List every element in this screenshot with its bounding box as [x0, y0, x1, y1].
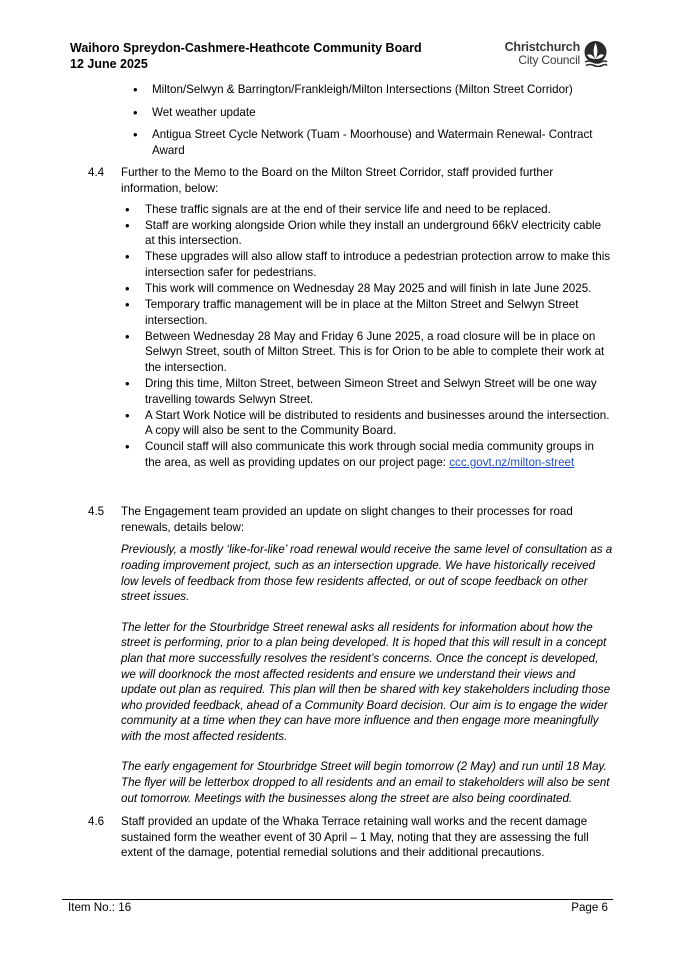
list-item: • Staff are working alongside Orion while they install an underground 66kV electricity cable at this intersection.: [121, 218, 613, 249]
list-item: • Wet weather update: [0, 105, 675, 121]
list-item: • These traffic signals are at the end of their service life and need to be replaced.: [121, 202, 613, 218]
item-number: 4.4: [88, 166, 105, 180]
item-intro: The Engagement team provided an update on slight changes to their processes for road renewals, details below:: [121, 505, 573, 534]
list-item-text: Council staff will also communicate this work through social media community groups in the area, as well as providing updates on our project page:: [145, 440, 594, 470]
quoted-paragraph: Previously, a mostly ‘like-for-like’ road renewal would receive the same level of consultation as a roading improvement project, such as an intersection upgrade. We have historically received low levels of feedback from those few residents affected, or out of scope feedback on other street issues.: [121, 543, 613, 604]
quoted-paragraph: The early engagement for Stourbridge Street will begin tomorrow (2 May) and run until 18 May. The flyer will be letterbox dropped to all residents and an email to stakeholders will also be sent out tomorrow. Meetings with the businesses along the street are also being coordinated.: [121, 760, 610, 805]
list-item: • This work will commence on Wednesday 28 May 2025 and will finish in late June 2025.: [121, 281, 613, 297]
list-item: • Dring this time, Milton Street, between Simeon Street and Selwyn Street will be one way travelling towards Selwyn Street.: [121, 376, 613, 407]
item-number: 4.5: [88, 505, 105, 519]
logo-text: [505, 41, 580, 66]
list-item: • Between Wednesday 28 May and Friday 6 June 2025, a road closure will be in place on Selwyn Street, south of Milton Street. This is for Orion to be able to complete their work at the intersection.: [121, 329, 613, 376]
list-item: [121, 439, 613, 470]
list-item: • Temporary traffic management will be in place at the Milton Street and Selwyn Street intersection.: [121, 297, 613, 328]
list-item: • Milton/Selwyn & Barrington/Frankleigh/Milton Intersections (Milton Street Corridor): [0, 82, 675, 98]
page-header: [70, 40, 610, 72]
logo-line-1: Christchurch: [504, 40, 580, 54]
item-text: Staff provided an update of the Whaka Terrace retaining wall works and the recent damage sustained form the weather event of 30 April – 1 May, noting that they are assessing the full extent of the damage, potential remedial solutions and their additional precautions.: [121, 815, 589, 860]
list-item: • A Start Work Notice will be distributed to residents and businesses around the intersection. A copy will also be sent to the Community Board.: [121, 408, 613, 439]
page-number: Page 6: [571, 901, 608, 914]
meeting-date: 12 June 2025: [70, 57, 148, 71]
page-body: [0, 82, 675, 861]
item-number: 4.6: [88, 815, 105, 829]
agenda-topics-list: [0, 82, 675, 158]
milton-street-bullets: [121, 202, 613, 471]
council-logo: [504, 40, 608, 68]
list-item: • Antigua Street Cycle Network (Tuam - Moorhouse) and Watermain Renewal- Contract Award: [0, 127, 675, 158]
item-4-6: [0, 814, 675, 861]
list-item: • These upgrades will also allow staff to introduce a pedestrian protection arrow to make this intersection safer for pedestrians.: [121, 249, 613, 280]
item-4-4: [0, 165, 675, 470]
council-emblem-icon: [583, 40, 608, 67]
item-number-label: Item No.: 16: [68, 901, 132, 914]
page-footer: [68, 901, 608, 914]
item-intro: Further to the Memo to the Board on the Milton Street Corridor, staff provided further information, below:: [121, 166, 554, 195]
quoted-paragraph: The letter for the Stourbridge Street renewal asks all residents for information about how the street is performing, prior to a plan being developed. It is hoped that this will result in a concept plan that more successfully resolves the resident’s concerns. Once the concept is developed, we will doorknock the most affected residents and ensure we understand their views and update out plan as required. This plan will then be shared with key stakeholders including those who provided feedback, ahead of a Community Board decision. Our aim is to engage the wider community at a time when they can have more influence and then engage more meaningfully with the most affected residents.: [121, 620, 611, 743]
item-4-5: [0, 504, 675, 806]
logo-line-2: City Council: [518, 53, 580, 67]
board-title: Waihoro Spreydon-Cashmere-Heathcote Community Board: [70, 41, 422, 55]
project-page-link[interactable]: ccc.govt.nz/milton-street: [449, 456, 575, 470]
footer-divider: [62, 899, 613, 900]
